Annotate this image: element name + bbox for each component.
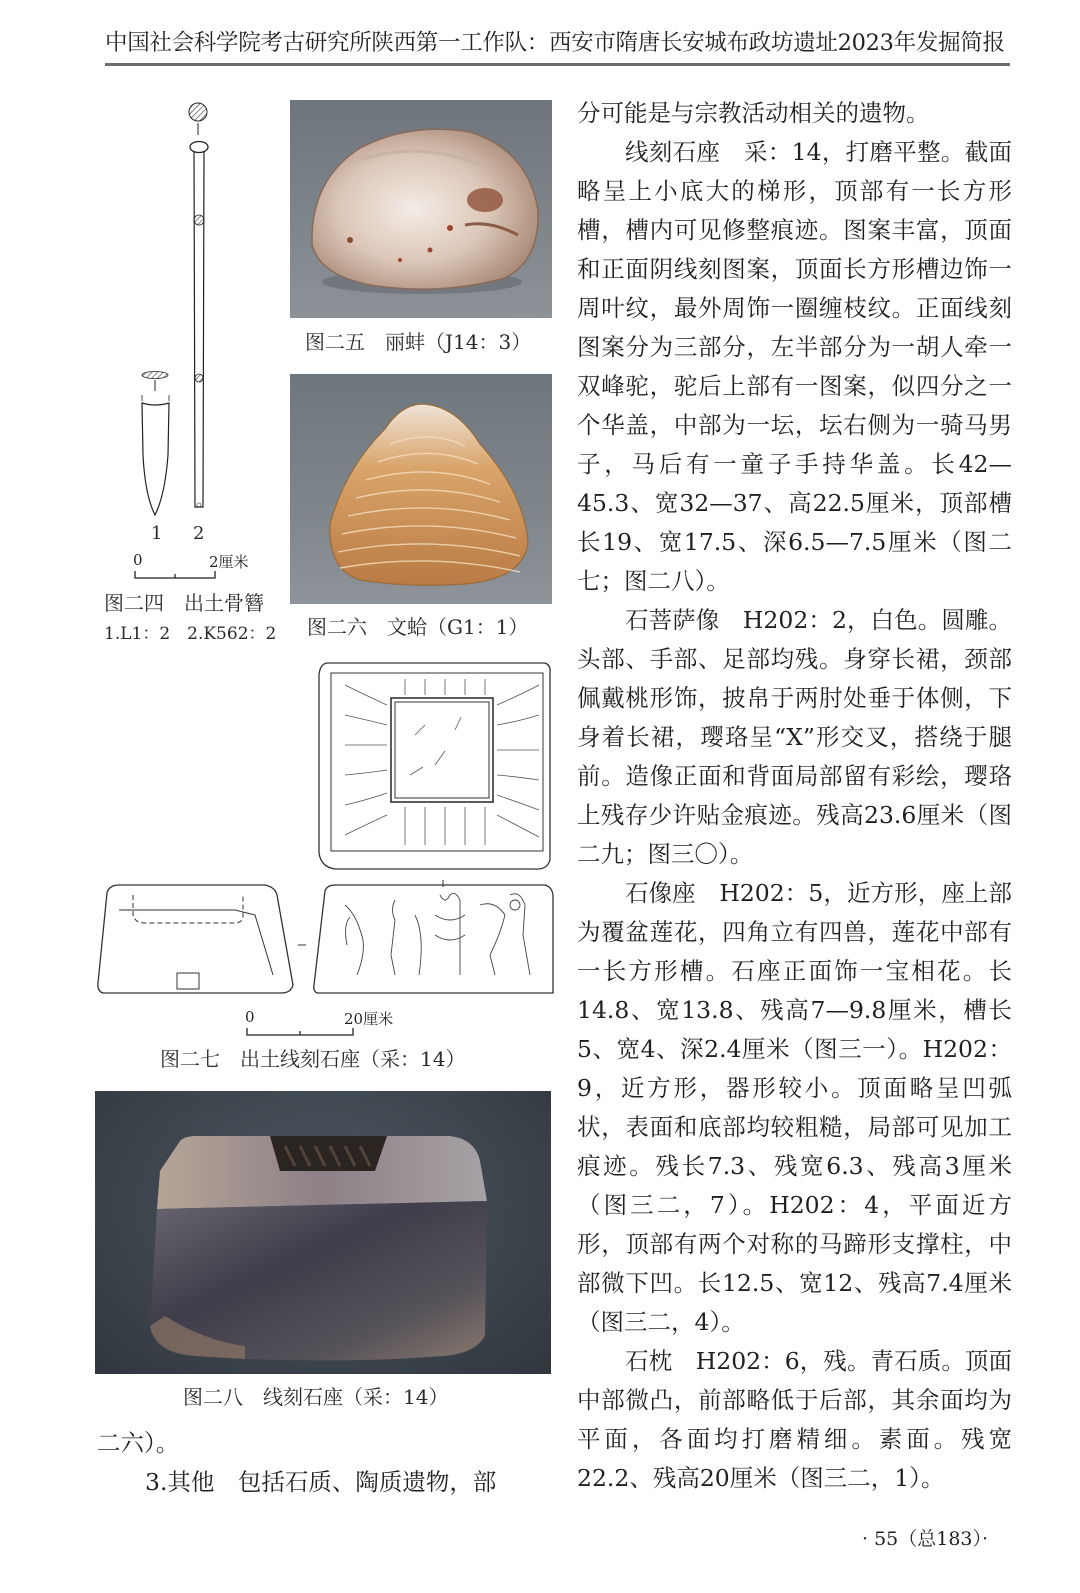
running-header: 中国社会科学院考古研究所陕西第一工作队：西安市隋唐长安城布政坊遗址2023年发掘简报: [105, 30, 1005, 56]
paragraph-other-items: 3.其他 包括石质、陶质遗物，部: [145, 1468, 497, 1496]
figure-24-caption: 图二四 出土骨簪: [104, 591, 264, 615]
stone-base-line-drawing-icon: [95, 655, 555, 1005]
item-label-2: 2: [193, 523, 205, 544]
paragraph-continuation: 分可能是与宗教活动相关的遗物。: [577, 99, 930, 127]
stone-base-icon: [95, 1091, 551, 1374]
scale-end: 2厘米: [209, 553, 249, 571]
left-column-text: [97, 1424, 557, 1502]
paragraph-continuation: 二六）。: [97, 1429, 180, 1457]
item-label-1: 1: [151, 523, 163, 544]
figure-27-caption: 图二七 出土线刻石座（采：14）: [160, 1047, 466, 1071]
scale-bar: [133, 553, 253, 583]
scale-bar: [245, 1010, 425, 1040]
scale-start: 0: [245, 1008, 255, 1026]
paragraph-stone-bodhisattva: 石菩萨像 H202：2，白色。圆雕。头部、手部、足部均残。身穿长裙，颈部佩戴桃形饰，披帛于两肘处垂于体侧，下身着长裙，璎珞呈“X”形交叉，搭绕于腿前。造像正面和背面局部留有彩绘，璎珞上残存少许贴金痕迹。残高23.6厘米（图二九；图三〇）。: [577, 606, 1012, 868]
bone-hairpin-drawing-icon: [95, 95, 285, 585]
figure-27-drawing: [95, 655, 555, 1005]
figure-28-photo: [95, 1091, 551, 1374]
body-text-column: [577, 94, 1012, 1498]
clam-shell-icon: [290, 374, 552, 604]
figure-24-drawing: [95, 95, 285, 585]
clam-shell-icon: [290, 100, 552, 318]
figure-28-caption: 图二八 线刻石座（采：14）: [183, 1385, 449, 1409]
scale-end: 20厘米: [344, 1010, 394, 1028]
figure-26-caption: 图二六 文蛤（G1：1）: [307, 615, 529, 639]
paragraph-stone-statue-base: 石像座 H202：5，近方形，座上部为覆盆莲花，四角立有四兽，莲花中部有一长方形槽。石座正面饰一宝相花。长14.8、宽13.8、残高7—9.8厘米，槽长5、宽4、深2.4厘米（图三一）。H202：9，近方形，器形较小。顶面略呈凹弧状，表面和底部均较粗糙，局部可见加工痕迹。残长7.3、残宽6.3、残高3厘米（图三二，7）。H202：4，平面近方形，顶部有两个对称的马蹄形支撑柱，中部微下凹。长12.5、宽12、残高7.4厘米（图三二，4）。: [577, 879, 1012, 1336]
page-number: · 55（总183）·: [862, 1528, 989, 1550]
header-rule: [105, 63, 1010, 66]
paragraph-stone-pillow: 石枕 H202：6，残。青石质。顶面中部微凸，前部略低于后部，其余面均为平面，各面均打磨精细。素面。残宽22.2、残高20厘米（图三二，1）。: [577, 1347, 1012, 1492]
figure-26-photo: [290, 374, 552, 604]
figure-25-caption: 图二五 丽蚌（J14：3）: [305, 330, 532, 354]
paragraph-incised-stone-base: 线刻石座 采：14，打磨平整。截面略呈上小底大的梯形，顶部有一长方形槽，槽内可见修整痕迹。图案丰富，顶面和正面阴线刻图案，顶面长方形槽边饰一周叶纹，最外周饰一圈缠枝纹。正面线刻图案分为三部分，左半部分为一胡人牵一双峰驼，驼后上部有一图案，似四分之一个华盖，中部为一坛，坛右侧为一骑马男子，马后有一童子手持华盖。长42—45.3、宽32—37、高22.5厘米，顶部槽长19、宽17.5、深6.5—7.5厘米（图二七；图二八）。: [577, 138, 1012, 595]
figure-25-photo: [290, 100, 552, 318]
scale-start: 0: [133, 551, 143, 569]
figure-24-subcaption: 1.L1：2 2.K562：2: [104, 624, 277, 644]
